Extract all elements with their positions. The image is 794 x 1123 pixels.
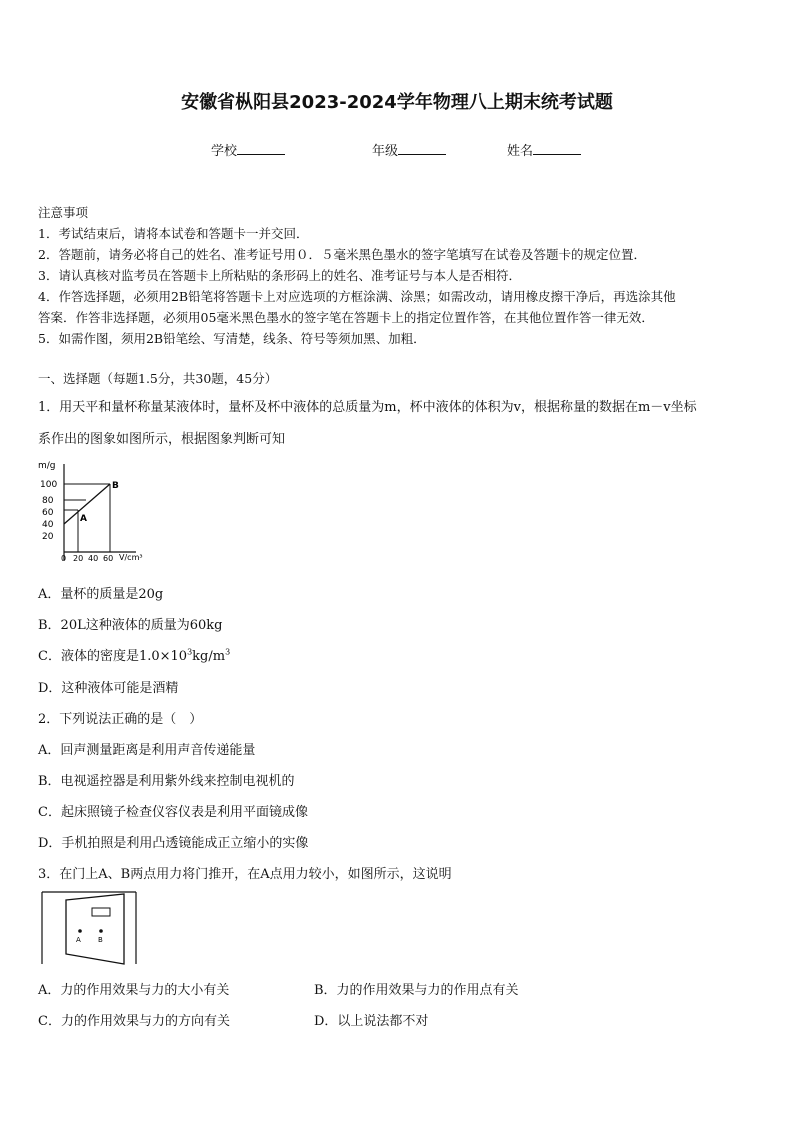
q3-option-b: B．力的作用效果与力的作用点有关 [314, 983, 519, 998]
q3-option-d: D．以上说法都不对 [314, 1014, 429, 1029]
grade-field [372, 140, 446, 159]
q3-option-c: C．力的作用效果与力的方向有关 [38, 1014, 230, 1029]
grade-blank [398, 141, 446, 155]
note-item: 答案．作答非选择题，必须用05毫米黑色墨水的签字笔在答题卡上的指定位置作答，在其他位置作答一律无效． [38, 310, 654, 325]
door-panel [66, 894, 124, 964]
q1-option-c [38, 645, 230, 664]
q1-option-c-unit-exp: 3 [225, 647, 231, 657]
q1-mass-volume-graph [36, 456, 156, 566]
x-tick-label: 20 [73, 554, 84, 563]
point-a-label: A [76, 936, 81, 944]
grade-label: 年级 [372, 144, 399, 159]
x-tick-label: 60 [103, 554, 114, 563]
point-a-dot [78, 929, 82, 933]
school-field [211, 140, 285, 159]
q1-option-d: D．这种液体可能是酒精 [38, 681, 179, 696]
y-axis-label: m/g [38, 461, 56, 471]
y-tick-label: 40 [42, 520, 54, 530]
page-title: 安徽省枞阳县2023-2024学年物理八上期末统考试题 [181, 92, 613, 113]
q2-option-b: B．电视遥控器是利用紫外线来控制电视机的 [38, 774, 295, 789]
q1-option-c-unit: kg/m [192, 649, 226, 664]
note-item: 1．考试结束后，请将本试卷和答题卡一并交回． [38, 226, 309, 241]
point-b-label: B [98, 936, 103, 944]
y-tick-label: 20 [42, 532, 54, 542]
q1-stem-line1: 1．用天平和量杯称量某液体时，量杯及杯中液体的总质量为m，杯中液体的体积为v，根据称量的数据在m－v坐标 [38, 400, 697, 415]
section-heading: 一、选择题（每题1.5分，共30题，45分） [38, 371, 278, 386]
note-item: 2．答题前，请务必将自己的姓名、准考证号用０．５毫米黑色墨水的签字笔填写在试卷及答题卡的规定位置． [38, 247, 646, 262]
y-tick-label: 60 [42, 508, 54, 518]
y-tick-label: 80 [42, 496, 54, 506]
q2-option-c: C．起床照镜子检查仪容仪表是利用平面镜成像 [38, 805, 308, 820]
name-blank [533, 141, 581, 155]
data-line [64, 484, 110, 524]
x-tick-label: 40 [88, 554, 99, 563]
q3-option-a: A．力的作用效果与力的大小有关 [38, 983, 230, 998]
notes-heading: 注意事项 [38, 205, 89, 220]
school-label: 学校 [211, 144, 238, 159]
y-tick-label: 100 [40, 480, 58, 490]
q2-option-a: A．回声测量距离是利用声音传递能量 [38, 743, 256, 758]
note-item: 4．作答选择题，必须用2B铅笔将答题卡上对应选项的方框涂满、涂黑；如需改动，请用橡皮擦干净后，再选涂其他 [38, 289, 676, 304]
note-item: 5．如需作图，须用2B铅笔绘、写清楚，线条、符号等须加黑、加粗． [38, 331, 426, 346]
q2-option-d: D．手机拍照是利用凸透镜能成正立缩小的实像 [38, 836, 309, 851]
name-field [507, 140, 581, 159]
point-b-label: B [112, 481, 119, 491]
point-a-label: A [80, 514, 87, 524]
q1-option-b: B．20L这种液体的质量为60kg [38, 618, 223, 633]
q1-stem-line2: 系作出的图象如图所示，根据图象判断可知 [38, 432, 286, 447]
note-item: 3．请认真核对监考员在答题卡上所粘贴的条形码上的姓名、准考证号与本人是否相符． [38, 268, 521, 283]
q1-option-a: A．量杯的质量是20g [38, 587, 164, 602]
school-blank [237, 141, 285, 155]
q3-stem: 3．在门上A、B两点用力将门推开，在A点用力较小，如图所示，这说明 [38, 867, 452, 882]
point-b-dot [99, 929, 103, 933]
q1-option-c-exp: 3 [187, 647, 193, 657]
q2-stem: 2．下列说法正确的是（ ） [38, 712, 203, 727]
q3-door-figure [40, 890, 140, 966]
name-label: 姓名 [507, 144, 534, 159]
x-axis-label: V/cm³ [119, 553, 143, 562]
door-sign [92, 908, 110, 916]
q1-option-c-text: C．液体的密度是1.0×10 [38, 649, 188, 664]
x-tick-label: 0 [61, 554, 67, 563]
